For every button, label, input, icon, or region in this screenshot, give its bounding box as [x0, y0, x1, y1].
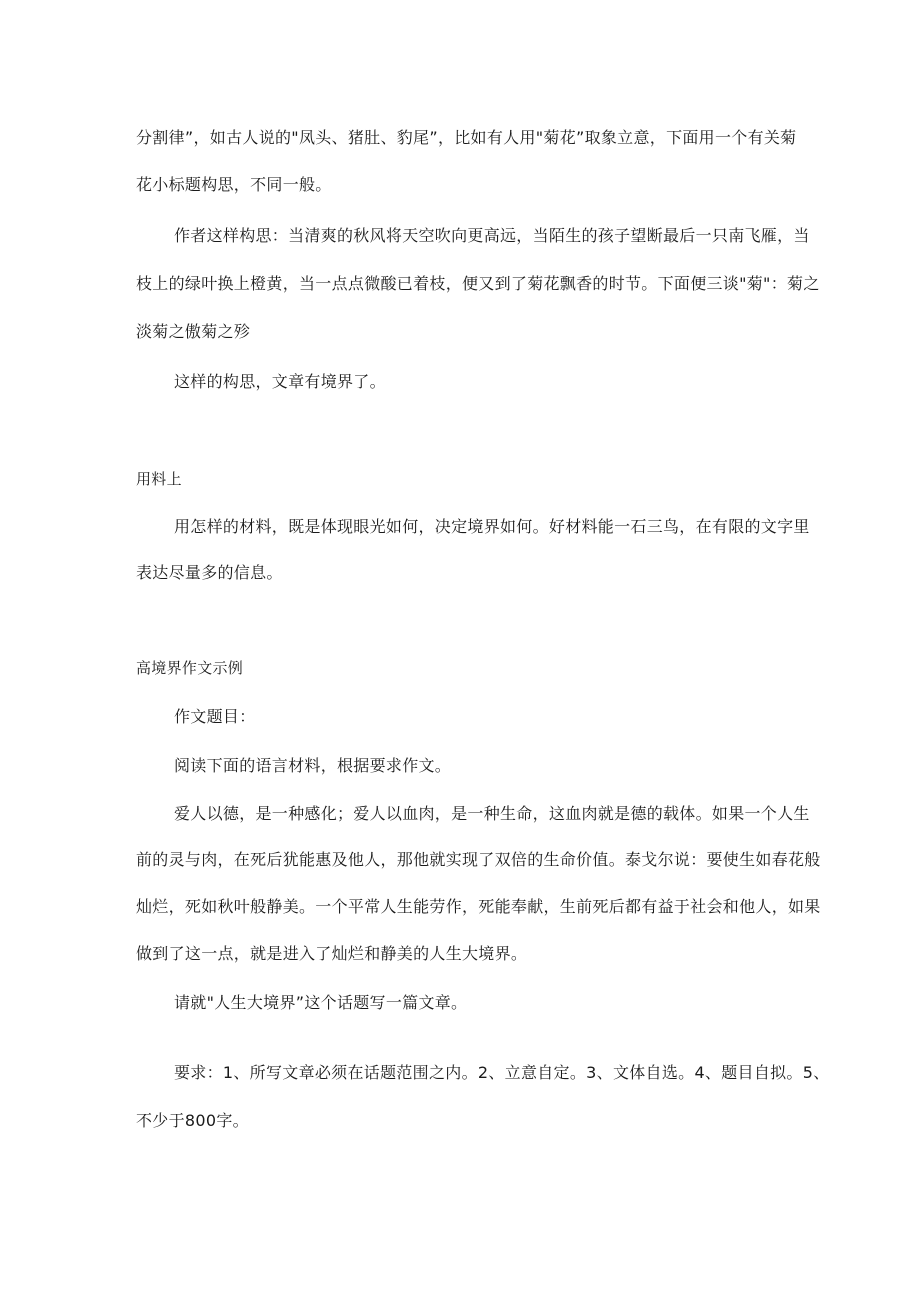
author-structure-line-1: 作者这样构思：当清爽的秋风将天空吹向更高远，当陌生的孩子望断最后一只南飞雁，当	[174, 226, 810, 245]
requirements-line-1: 要求：1、所写文章必须在话题范围之内。2、立意自定。3、文体自选。4、题目自拟。5、	[174, 1063, 830, 1082]
conclusion-paragraph: 这样的构思，文章有境界了。	[174, 372, 386, 391]
material-line-2: 表达尽量多的信息。	[136, 563, 283, 582]
topic-label: 作文题目：	[174, 707, 256, 726]
example-section-heading: 高境界作文示例	[136, 659, 244, 677]
intro-line-1: 分割律”，如古人说的"凤头、猪肚、豹尾”，比如有人用"菊花”取象立意，下面用一个有关菊	[136, 128, 797, 147]
intro-line-2: 花小标题构思，不同一般。	[136, 175, 332, 194]
prompt-paragraph: 请就"人生大境界”这个话题写一篇文章。	[174, 993, 468, 1012]
example-material-line-2: 前的灵与肉，在死后犹能惠及他人，那他就实现了双倍的生命价值。泰戈尔说：要使生如春花般	[136, 850, 821, 869]
material-section-heading: 用料上	[136, 470, 182, 488]
material-line-1: 用怎样的材料，既是体现眼光如何，决定境界如何。好材料能一石三鸟，在有限的文字里	[174, 517, 810, 536]
instruction-paragraph: 阅读下面的语言材料，根据要求作文。	[174, 756, 452, 775]
example-material-line-4: 做到了这一点，就是进入了灿烂和静美的人生大境界。	[136, 944, 528, 963]
example-material-line-1: 爱人以德，是一种感化；爱人以血肉，是一种生命，这血肉就是德的载体。如果一个人生	[174, 804, 810, 823]
example-material-line-3: 灿烂，死如秋叶般静美。一个平常人生能劳作，死能奉献，生前死后都有益于社会和他人，如果	[136, 897, 821, 916]
requirements-line-2: 不少于800字。	[136, 1111, 249, 1130]
author-structure-line-3: 淡菊之傲菊之殄	[136, 322, 251, 341]
author-structure-line-2: 枝上的绿叶换上橙黄，当一点点微酸已着枝，便又到了菊花飘香的时节。下面便三谈"菊"：菊之	[136, 274, 820, 293]
